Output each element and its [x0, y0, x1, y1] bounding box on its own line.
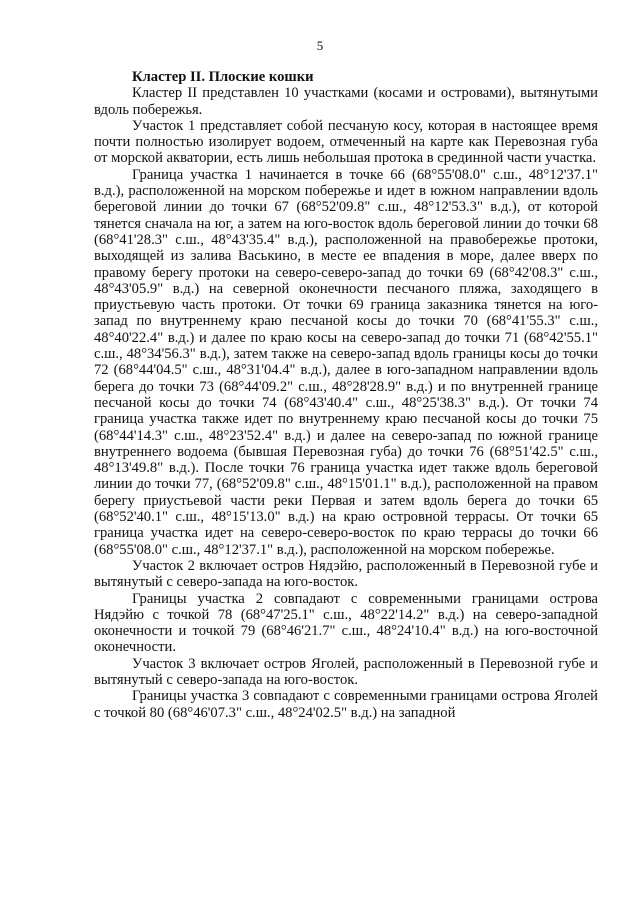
- document-body: [94, 69, 598, 721]
- paragraph-plot-1-boundary: Граница участка 1 начинается в точке 66 (68°55'08.0" с.ш., 48°12'37.1" в.д.), расположенной на морском побережье и идет в южном направлении вдоль береговой линии до точки 67 (68°52'09.8" с.ш., 48°12'53.3" в.д.), от которой тянется сначала на юг, а затем на юго-восток вдоль береговой линии до точки 68 (68°41'28.3" с.ш., 48°43'35.4" в.д.), расположенной на правобережье протоки, выходящей из залива Васькино, в месте ее впадения в море, далее вверх по правому берегу протоки на северо-северо-запад до точки 69 (68°42'08.3" с.ш., 48°43'05.9" в.д.) на северной оконечности песчаного пляжа, заходящего в приустьевую часть протоки. От точки 69 граница заказника тянется на юго-запад по внутреннему краю песчаной косы до точки 70 (68°41'55.3" с.ш., 48°40'22.4" в.д.) и далее по краю косы на северо-запад до точки 71 (68°42'55.1" с.ш., 48°34'56.3" в.д.), затем также на северо-запад вдоль границы косы до точки 72 (68°44'04.5" с.ш., 48°31'04.4" в.д.), далее в юго-западном направлении вдоль берега до точки 73 (68°44'09.2" с.ш., 48°28'28.9" в.д.) и по внутренней границе песчаной косы до точки 74 (68°43'40.4" с.ш., 48°25'38.3" в.д.). От точки 74 граница участка также идет по внутреннему краю песчаной косы до точки 75 (68°44'14.3" с.ш., 48°23'52.4" в.д.) и далее на северо-запад по южной границе внутреннего водоема (бывшая Перевозная губа) до точки 76 (68°51'42.5" с.ш., 48°13'49.8" в.д.). После точки 76 граница участка идет также вдоль береговой линии до точки 77, (68°52'09.8" с.ш., 48°15'01.1" в.д.), расположенной на правом берегу приустьевой части реки Первая и затем вдоль берега до точки 65 (68°52'40.1" с.ш., 48°15'13.0" в.д.) на краю островной террасы. От точки 65 граница участка идет на северо-северо-восток по краю террасы до точки 66 (68°55'08.0" с.ш., 48°12'37.1" в.д.), расположенной на морском побережье.: [94, 166, 598, 558]
- paragraph-plot-1-description: Участок 1 представляет собой песчаную косу, которая в настоящее время почти полностью изолирует водоем, отмеченный на карте как Перевозная губа от морской акватории, есть лишь небольшая протока в срединной части участка.: [94, 117, 598, 167]
- paragraph-plot-3-description: Участок 3 включает остров Яголей, расположенный в Перевозной губе и вытянутый с северо-запада на юго-восток.: [94, 655, 598, 688]
- paragraph-plot-2-boundary: Границы участка 2 совпадают с современными границами острова Нядэйю с точкой 78 (68°47'25.1" с.ш., 48°22'14.2" в.д.) на северо-западной оконечности и точкой 79 (68°46'21.7" с.ш., 48°24'10.4" в.д.) на юго-восточной оконечности.: [94, 590, 598, 656]
- paragraph-plot-2-description: Участок 2 включает остров Нядэйю, расположенный в Перевозной губе и вытянутый с северо-запада на юго-восток.: [94, 557, 598, 591]
- section-heading: Кластер II. Плоские кошки: [132, 69, 314, 85]
- paragraph-plot-3-boundary: Границы участка 3 совпадают с современными границами острова Яголей с точкой 80 (68°46'07.3" с.ш., 48°24'02.5" в.д.) на западной: [94, 688, 598, 721]
- paragraph-cluster-intro: Кластер II представлен 10 участками (косами и островами), вытянутыми вдоль побережья.: [94, 85, 598, 118]
- page-number: 5: [316, 38, 324, 53]
